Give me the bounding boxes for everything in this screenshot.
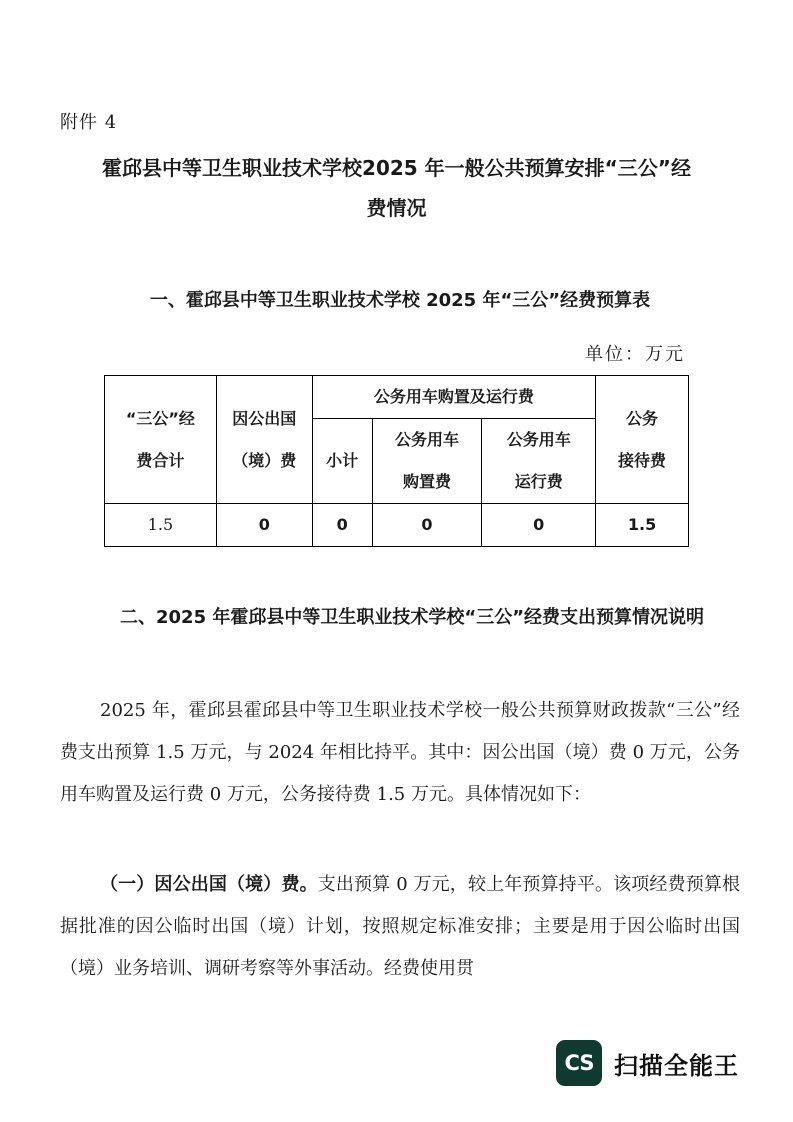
unit-label: 单位：万元	[585, 344, 685, 365]
header-total-line2: 费合计	[136, 450, 185, 470]
header-vehicle-group: 公务用车购置及运行费	[312, 376, 595, 419]
header-operation-line2: 运行费	[514, 472, 563, 491]
camscanner-app-name: 扫描全能王	[614, 1052, 739, 1080]
title-line-1: 霍邱县中等卫生职业技术学校2025 年一般公共预算安排“三公”经	[102, 156, 691, 180]
paragraph-2-body: 支出预算 0 万元，较上年预算持平。该项经费预算根据批准的因公临时出国（境）计划，按照规定标准安排；主要是用于因公临时出国（境）业务培训、调研考察等外事活动。经费使用贯	[60, 874, 740, 979]
header-total	[105, 376, 217, 504]
header-reception-line1: 公务	[626, 408, 659, 428]
budget-table	[104, 375, 689, 547]
value-total: 1.5	[105, 504, 217, 547]
document-title	[50, 148, 743, 228]
camscanner-logo-icon: CS	[556, 1040, 602, 1086]
header-total-line1: “三公”经	[125, 408, 195, 428]
attachment-label: 附件 4	[60, 112, 118, 133]
header-abroad-line1: 因公出国	[232, 408, 297, 428]
value-operation: 0	[482, 504, 596, 547]
header-reception-line2: 接待费	[618, 450, 667, 470]
section2-heading: 二、2025 年霍邱县中等卫生职业技术学校“三公”经费支出预算情况说明	[120, 607, 705, 628]
value-purchase: 0	[372, 504, 482, 547]
section1-heading: 一、霍邱县中等卫生职业技术学校 2025 年“三公”经费预算表	[149, 290, 651, 311]
header-purchase	[372, 419, 482, 504]
header-operation	[482, 419, 596, 504]
header-abroad	[216, 376, 312, 504]
value-subtotal: 0	[312, 504, 372, 547]
header-operation-line1: 公务用车	[506, 430, 571, 449]
header-abroad-line2: （境）费	[232, 450, 297, 470]
title-line-2: 费情况	[366, 196, 427, 220]
header-purchase-line1: 公务用车	[394, 430, 459, 449]
header-reception	[596, 376, 689, 504]
header-purchase-line2: 购置费	[402, 472, 451, 491]
value-abroad: 0	[216, 504, 312, 547]
paragraph-2-lead: （一）因公出国（境）费。	[100, 874, 318, 895]
header-subtotal: 小计	[312, 419, 372, 504]
table-row	[105, 504, 689, 547]
value-reception: 1.5	[596, 504, 689, 547]
paragraph-2	[60, 864, 740, 990]
paragraph-1: 2025 年，霍邱县霍邱县中等卫生职业技术学校一般公共预算财政拨款“三公”经费支出预算 1.5 万元，与 2024 年相比持平。其中：因公出国（境）费 0 万元，公务用车购置及运行费 0 万元，公务接待费 1.5 万元。具体情况如下：	[60, 700, 740, 805]
